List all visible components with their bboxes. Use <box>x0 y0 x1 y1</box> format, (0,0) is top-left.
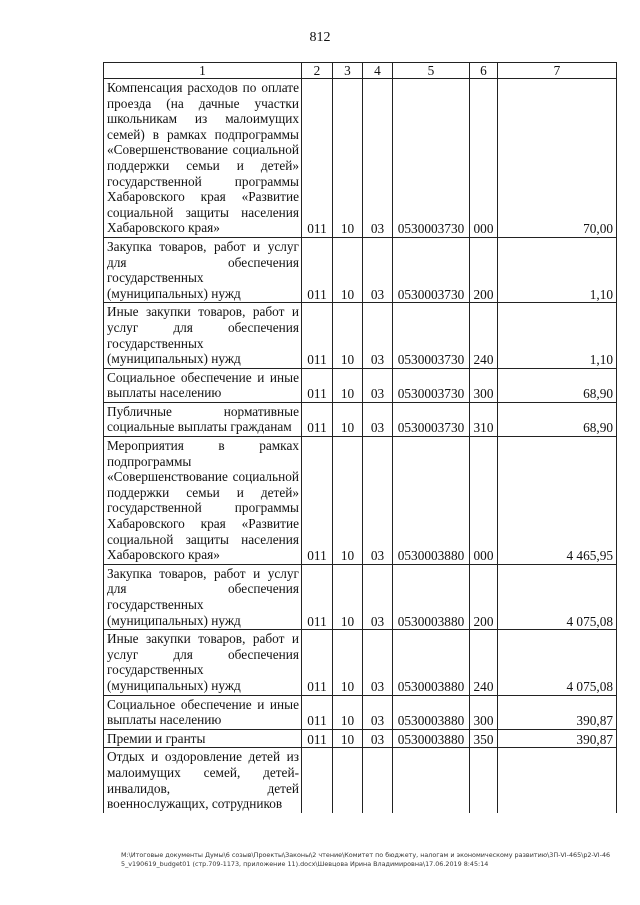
table-row <box>104 564 617 629</box>
header-cell: 4 <box>363 63 393 79</box>
target-article-code: 0530003730 <box>393 303 470 368</box>
target-article-code: 0530003880 <box>393 729 470 748</box>
expense-type-code: 350 <box>470 729 498 748</box>
row-name: Социальное обеспечение и иные выплаты населению <box>104 368 302 402</box>
section-code: 10 <box>333 729 363 748</box>
row-name: Отдых и оздоровление детей из малоимущих семей, детей-инвалидов, детей военнослужащих, сотрудников <box>104 748 302 813</box>
target-article-code: 0530003730 <box>393 237 470 302</box>
target-article-code: 0530003880 <box>393 437 470 565</box>
amount: 4 075,08 <box>498 564 617 629</box>
target-article-code: 0530003730 <box>393 368 470 402</box>
row-name: Закупка товаров, работ и услуг для обеспечения государственных (муниципальных) нужд <box>104 237 302 302</box>
expense-type-code: 200 <box>470 564 498 629</box>
table-row <box>104 303 617 368</box>
admin-code: 011 <box>302 237 333 302</box>
amount: 390,87 <box>498 729 617 748</box>
section-code: 10 <box>333 564 363 629</box>
header-cell: 1 <box>104 63 302 79</box>
table-row <box>104 748 617 813</box>
admin-code: 011 <box>302 564 333 629</box>
expense-type-code: 310 <box>470 402 498 436</box>
expense-type-code: 240 <box>470 303 498 368</box>
section-code: 10 <box>333 303 363 368</box>
subsection-code: 03 <box>363 402 393 436</box>
row-name: Компенсация расходов по оплате проезда (на дачные участки школьникам из малоимущих семей) в рамках подпрограммы «Совершенствование социальной поддержки семьи и детей» государственной программы Хабаровского края «Развитие социальной защиты населения Хабаровского края» <box>104 79 302 238</box>
expense-type-code: 240 <box>470 630 498 695</box>
table-row <box>104 368 617 402</box>
subsection-code: 03 <box>363 695 393 729</box>
subsection-code: 03 <box>363 79 393 238</box>
expense-type-code: 300 <box>470 695 498 729</box>
admin-code: 011 <box>302 630 333 695</box>
row-name: Иные закупки товаров, работ и услуг для обеспечения государственных (муниципальных) нужд <box>104 303 302 368</box>
subsection-code: 03 <box>363 303 393 368</box>
admin-code: 011 <box>302 437 333 565</box>
row-name: Мероприятия в рамках подпрограммы «Совершенствование социальной поддержки семьи и детей» государственной программы Хабаровского края «Развитие социальной защиты населения Хабаровского края» <box>104 437 302 565</box>
row-name: Премии и гранты <box>104 729 302 748</box>
target-article-code: 0530003880 <box>393 630 470 695</box>
expense-type-code: 000 <box>470 79 498 238</box>
document-path-footer: M:\Итоговые документы Думы\6 созыв\Проекты\Законы\2 чтение\Комитет по бюджету, налогам и экономическому развитию\3П-VI-465\p2-VI-465_v190619_budget01 (стр.709-1173, приложение 11).docx\Шевцова Ирина Владимировна\17.06.2019 8:45:14 <box>121 851 611 868</box>
admin-code: 011 <box>302 695 333 729</box>
target-article-code: 0530003880 <box>393 564 470 629</box>
admin-code: 011 <box>302 729 333 748</box>
row-name: Публичные нормативные социальные выплаты гражданам <box>104 402 302 436</box>
subsection-code: 03 <box>363 437 393 565</box>
section-code: 10 <box>333 437 363 565</box>
row-name: Закупка товаров, работ и услуг для обеспечения государственных (муниципальных) нужд <box>104 564 302 629</box>
section-code: 10 <box>333 368 363 402</box>
amount: 1,10 <box>498 237 617 302</box>
subsection-code <box>363 748 393 813</box>
expense-type-code: 300 <box>470 368 498 402</box>
admin-code: 011 <box>302 368 333 402</box>
header-cell: 6 <box>470 63 498 79</box>
header-cell: 3 <box>333 63 363 79</box>
row-name: Социальное обеспечение и иные выплаты населению <box>104 695 302 729</box>
amount: 70,00 <box>498 79 617 238</box>
budget-table <box>103 62 617 813</box>
table-row <box>104 402 617 436</box>
admin-code: 011 <box>302 79 333 238</box>
expense-type-code: 200 <box>470 237 498 302</box>
subsection-code: 03 <box>363 564 393 629</box>
header-cell: 2 <box>302 63 333 79</box>
expense-type-code: 000 <box>470 437 498 565</box>
header-cell: 5 <box>393 63 470 79</box>
row-name: Иные закупки товаров, работ и услуг для обеспечения государственных (муниципальных) нужд <box>104 630 302 695</box>
target-article-code: 0530003730 <box>393 402 470 436</box>
header-cell: 7 <box>498 63 617 79</box>
table-row <box>104 437 617 565</box>
expense-type-code <box>470 748 498 813</box>
amount: 390,87 <box>498 695 617 729</box>
admin-code: 011 <box>302 402 333 436</box>
admin-code <box>302 748 333 813</box>
target-article-code <box>393 748 470 813</box>
amount: 68,90 <box>498 368 617 402</box>
table-row <box>104 79 617 238</box>
admin-code: 011 <box>302 303 333 368</box>
page-number: 812 <box>309 30 331 45</box>
amount: 68,90 <box>498 402 617 436</box>
section-code <box>333 748 363 813</box>
section-code: 10 <box>333 695 363 729</box>
amount <box>498 748 617 813</box>
table-row <box>104 695 617 729</box>
table-row <box>104 630 617 695</box>
section-code: 10 <box>333 630 363 695</box>
amount: 4 465,95 <box>498 437 617 565</box>
target-article-code: 0530003880 <box>393 695 470 729</box>
table-row <box>104 237 617 302</box>
section-code: 10 <box>333 79 363 238</box>
subsection-code: 03 <box>363 729 393 748</box>
subsection-code: 03 <box>363 237 393 302</box>
amount: 4 075,08 <box>498 630 617 695</box>
table-row <box>104 729 617 748</box>
amount: 1,10 <box>498 303 617 368</box>
section-code: 10 <box>333 237 363 302</box>
target-article-code: 0530003730 <box>393 79 470 238</box>
table-header-row <box>104 63 617 79</box>
section-code: 10 <box>333 402 363 436</box>
subsection-code: 03 <box>363 368 393 402</box>
subsection-code: 03 <box>363 630 393 695</box>
